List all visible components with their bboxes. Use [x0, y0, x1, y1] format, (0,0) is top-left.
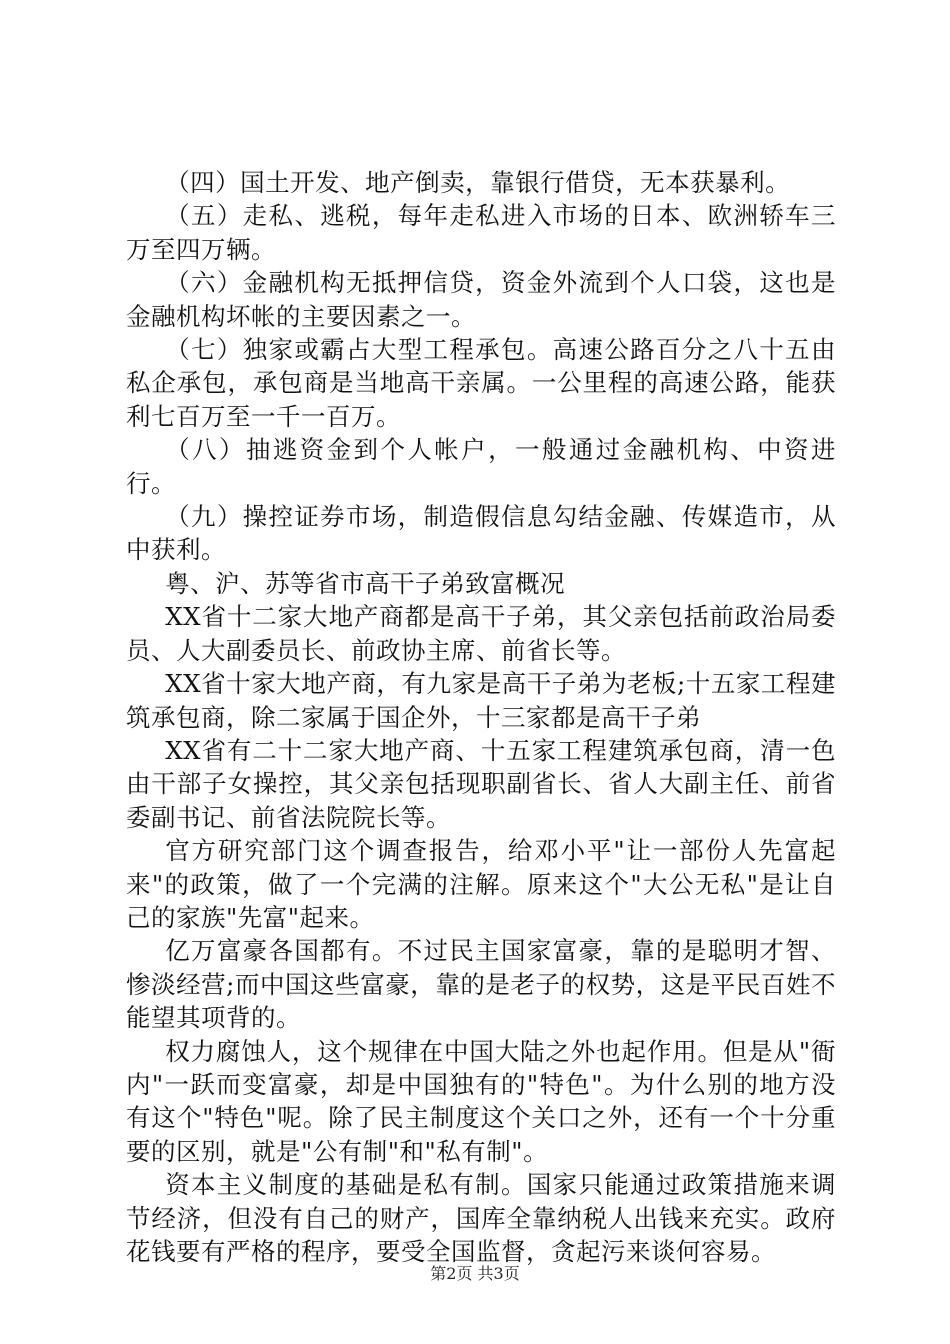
paragraph-billionaires: 亿万富豪各国都有。不过民主国家富豪，靠的是聪明才智、惨淡经营;而中国这些富豪，靠的是老子的权势，这是平民百姓不能望其项背的。	[126, 936, 836, 1033]
paragraph-item-7: （七）独家或霸占大型工程承包。高速公路百分之八十五由私企承包，承包商是当地高干亲属。一公里程的高速公路，能获利七百万至一千一百万。	[126, 335, 836, 431]
paragraph-power-corruption: 权力腐蚀人，这个规律在中国大陆之外也起作用。但是从"衙内"一跃而变富豪，却是中国独有的"特色"。为什么别的地方没有这个"特色"呢。除了民主制度这个关口之外，还有一个十分重要的区别，就是"公有制"和"私有制"。	[126, 1036, 836, 1166]
paragraph-item-5: （五）走私、逃税，每年走私进入市场的日本、欧洲轿车三万至四万辆。	[126, 201, 836, 264]
paragraph-province-2: XX省十家大地产商，有九家是高干子弟为老板;十五家工程建筑承包商，除二家属于国企外，十三家都是高干子弟	[126, 669, 836, 732]
paragraph-province-3: XX省有二十二家大地产商、十五家工程建筑承包商，清一色由干部子女操控，其父亲包括现职副省长、省人大副主任、前省委副书记、前省法院院长等。	[126, 735, 836, 832]
paragraph-item-4: （四）国土开发、地产倒卖，靠银行借贷，无本获暴利。	[165, 168, 791, 197]
paragraph-report-comment: 官方研究部门这个调查报告，给邓小平"让一部份人先富起来"的政策，做了一个完满的注解。原来这个"大公无私"是让自己的家族"先富"起来。	[126, 836, 836, 932]
paragraph-item-8: （八）抽逃资金到个人帐户，一般通过金融机构、中资进行。	[126, 435, 836, 498]
document-body	[126, 166, 836, 1268]
paragraph-private-ownership: 资本主义制度的基础是私有制。国家只能通过政策措施来调节经济，但没有自己的财产，国库全靠纳税人出钱来充实。政府花钱要有严格的程序，要受全国监督，贪起污来谈何容易。	[126, 1170, 836, 1266]
page-number-footer: 第2页 共3页	[430, 1264, 520, 1283]
section-heading: 粤、沪、苏等省市高干子弟致富概况	[165, 568, 566, 598]
paragraph-item-6: （六）金融机构无抵押信贷，资金外流到个人口袋，这也是金融机构坏帐的主要因素之一。	[126, 268, 836, 331]
paragraph-item-9: （九）操控证券市场，制造假信息勾结金融、传媒造市，从中获利。	[126, 502, 836, 565]
paragraph-province-1: XX省十二家大地产商都是高干子弟，其父亲包括前政治局委员、人大副委员长、前政协主席、前省长等。	[126, 602, 836, 665]
